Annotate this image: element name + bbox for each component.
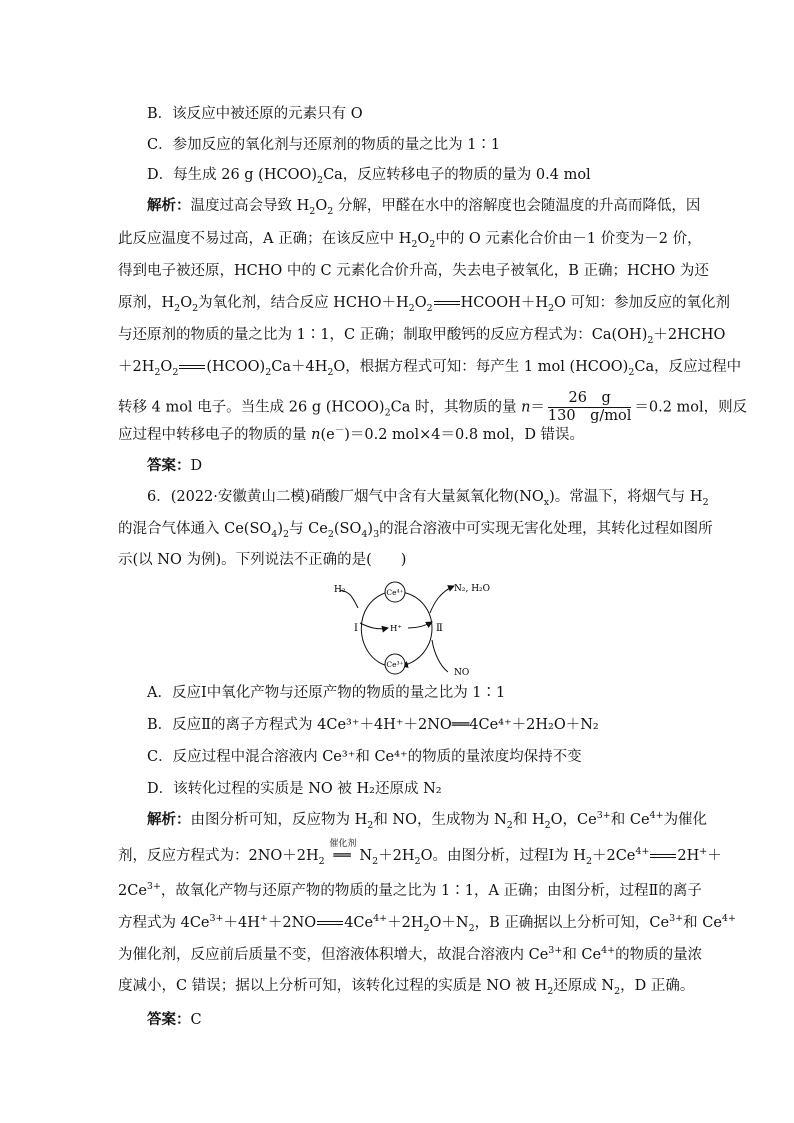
q6-explanation-line-6: 度减小，C 错误；据以上分析可知，该转化过程的实质是 NO 被 $H_2$还原成 $N_2$，D 正确。 (118, 978, 695, 997)
q6-explanation-line-4: 方程式为 $4Ce^{3+}+4H^++2NO$ $4Ce^{4+}+2H_2O+N_2$，B 正确据以上分析可知，$Ce^{3+}$和 $Ce^{4+}$ (118, 913, 736, 934)
q6-stem-line-1: 6．(2022·安徽黄山二模)硝酸厂烟气中含有大量氮氧化物$(NO_x)$。常温下，将烟气与 $H_2$ (147, 489, 709, 508)
q5-explanation-line-4: 原剂，$H_2O_2$为氧化剂，结合反应 $HCHO+H_2O_2$ $HCOOH+H_2O$ 可知：参加反应的氧化剂 (118, 295, 731, 314)
hplus-right-arrow (408, 622, 432, 628)
n2-output-arrow (430, 586, 454, 613)
arc-right (402, 592, 432, 666)
molar-fraction: $\frac{26 g}{\text{130 g/mol}}$ (547, 390, 632, 424)
q6-explanation-line-1: 解析：由图分析可知，反应物为 $H_2$和 NO，生成物为 $N_2$和 $H_2O$，$Ce^{3+}$和 $Ce^{4+}$为催化 (147, 810, 708, 831)
q6-option-b: B．反应Ⅱ的离子方程式为 4Ce³⁺＋4H⁺＋2NO══4Ce⁴⁺＋2H₂O＋N₂ (147, 717, 599, 733)
q6-answer: 答案：C (147, 1011, 202, 1028)
q6-explanation-line-5: 为催化剂，反应前后质量不变，但溶液体积增大，故混合溶液内 $Ce^{3+}$和 $Ce^{4+}$的物质的量浓 (118, 945, 703, 963)
q6-option-c: C．反应过程中混合溶液内 Ce³⁺和 Ce⁴⁺的物质的量浓度均保持不变 (147, 749, 582, 765)
q5-explanation-line-1: 解析：温度过高会导致 $H_2O_2$ 分解，甲醛在水中的溶解度也会随温度的升高而降低，因 (147, 197, 701, 217)
q5-explanation-line-8: 应过程中转移电子的物质的量 n(e－)＝0.2 mol×4＝0.8 mol，D 错误。 (118, 425, 585, 443)
q5-answer: 答案：D (147, 457, 203, 474)
step-1-label: Ⅰ (354, 623, 358, 634)
q6-option-a: A．反应Ⅰ中氧化产物与还原产物的物质的量之比为 1∶1 (147, 685, 506, 701)
q5-option-b: B．该反应中被还原的元素只有 O (147, 106, 363, 122)
catalyst-arrow: 催化剂 ══ (329, 839, 357, 864)
ce3-label: Ce³⁺ (386, 660, 404, 669)
q5-option-c: C．参加反应的氧化剂与还原剂的物质的量之比为 1∶1 (147, 137, 501, 153)
q5-explanation-line-5: 与还原剂的物质的量之比为 1∶1，C 正确；制取甲酸钙的反应方程式为：$Ca(OH)_2+2HCHO$ (118, 327, 726, 346)
q6-explanation-line-2: 剂，反应方程式为：$2NO+2H_2$ 催化剂 ══ $N_2+2H_2O$。由图分析，过程Ⅰ为 $H_2+2Ce^{4+}$ 2H+＋ (118, 839, 722, 867)
q5-option-d: D．每生成 26 g $(HCOO)_2Ca$，反应转移电子的物质的量为 0.4 mol (147, 167, 591, 186)
n2-h2o-label: N₂, H₂O (454, 584, 491, 594)
hplus-left-arrow (360, 623, 388, 629)
q5-explanation-line-2: 此反应温度不易过高，A 正确；在该反应中 $H_2O_2$中的 O 元素化合价由－1 价变为－2 价， (118, 231, 702, 250)
hplus-label: H⁺ (390, 624, 402, 634)
no-input-arrow (432, 640, 448, 672)
catalytic-cycle-diagram (330, 578, 495, 678)
h2-label: H₂ (334, 585, 346, 595)
q5-explanation-line-6: $+2H_2O_2$ $(HCOO)_2Ca+4H_2O$，根据方程式可知：每产生 1 mol $(HCOO)_2Ca$，反应过程中 (118, 359, 742, 378)
q5-explanation-line-3: 得到电子被还原，HCHO 中的 C 元素化合价升高，失去电子被氧化，B 正确；HCHO 为还 (118, 263, 709, 279)
step-2-label: Ⅱ (436, 623, 443, 634)
q6-option-d: D．该转化过程的实质是 NO 被 H₂还原成 N₂ (147, 781, 442, 797)
q6-stem-line-3: 示(以 NO 为例)。下列说法不正确的是( ) (118, 552, 407, 568)
q5-explanation-line-7: 转移 4 mol 电子。当生成 26 g $(HCOO)_2Ca$ 时，其物质的量 n＝ $\frac{26 g}{\text{130 g/mol}}$ ＝0.2 mol，则反 (118, 390, 748, 424)
q6-explanation-line-3: $2Ce^{3+}$，故氧化产物与还原产物的物质的量之比为 1∶1，A 正确；由图分析，过程Ⅱ的离子 (118, 881, 702, 899)
ce4-label: Ce⁴⁺ (386, 588, 404, 597)
no-label: NO (454, 668, 470, 678)
q6-stem-line-2: 的混合气体通入 $Ce(SO_4)_2$与 $Ce_2(SO_4)_3$的混合溶液中可实现无害化处理，其转化过程如图所 (118, 521, 713, 540)
